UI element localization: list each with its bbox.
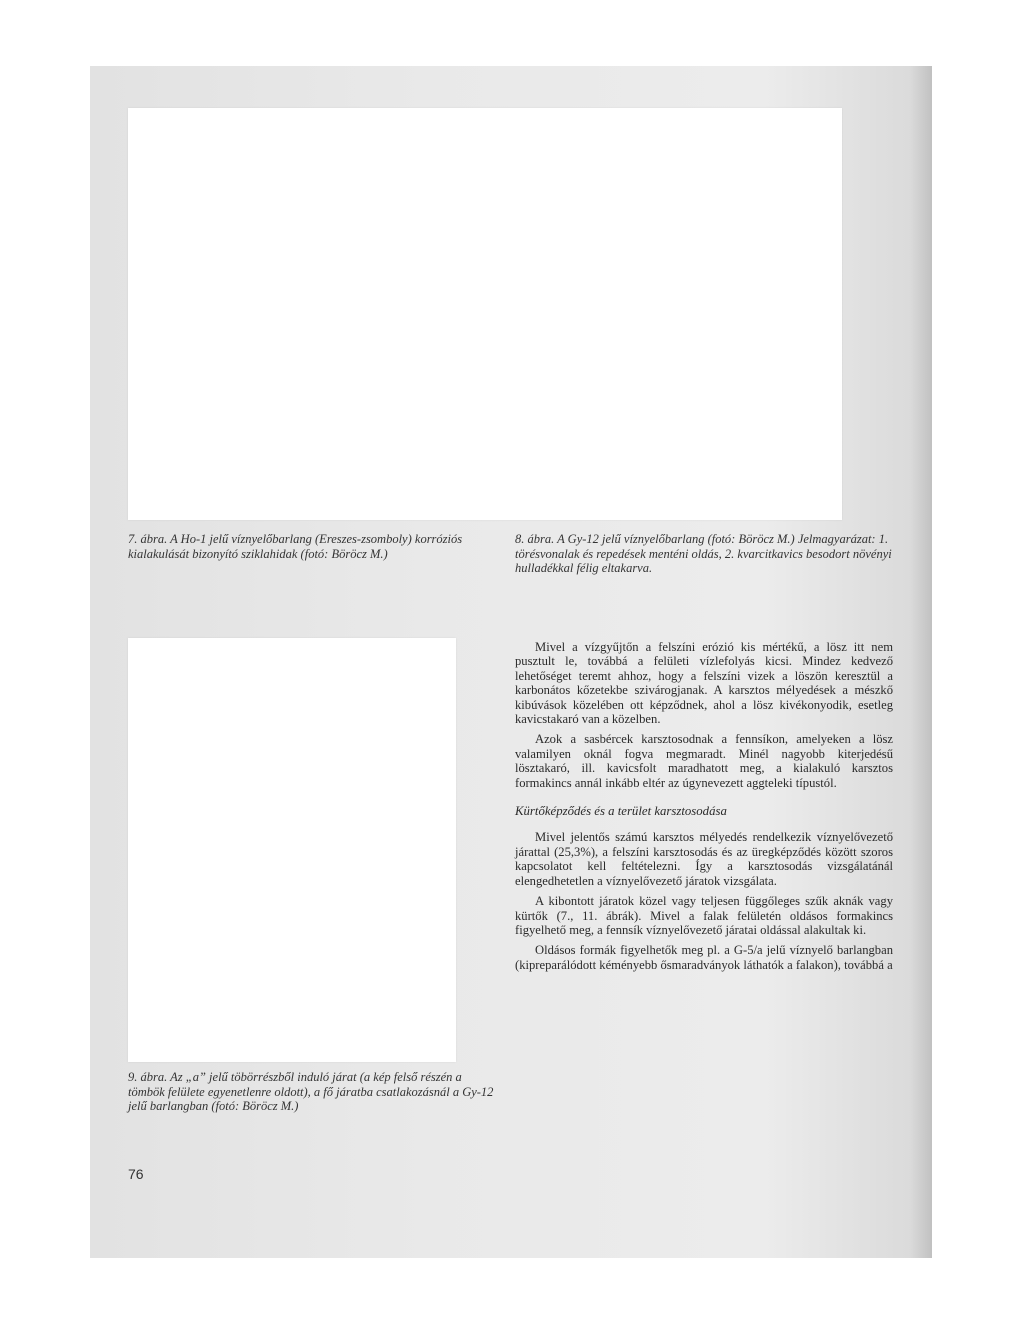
figure-9-caption: 9. ábra. Az „a” jelű töbörrészből induló járat (a kép felső részén a tömbök felülete egyenetlenre oldott), a fő járatba csatlakozásnál a Gy-12 jelű barlangban (fotó: Böröcz M.) [128, 1070, 494, 1113]
page-fold-shadow [910, 66, 932, 1258]
paragraph: Oldásos formák figyelhetők meg pl. a G-5/a jelű víznyelő barlangban (kipreparálódott kéményebb ősmaradványok láthatók a falakon), továbbá a [515, 943, 893, 972]
figure-7-caption: 7. ábra. A Ho-1 jelű víznyelőbarlang (Ereszes-zsomboly) korróziós kialakulását bizonyító sziklahidak (fotó: Böröcz M.) [128, 532, 463, 561]
figure-9-photo [128, 638, 456, 1062]
body-text-column [515, 640, 893, 978]
paragraph: Mivel jelentős számú karsztos mélyedés rendelkezik víznyelővezető járattal (25,3%), a felszíni karsztosodás és az üregképződés között szoros kapcsolatot kell feltételezni. Így a karsztosodás vizsgálatánál elengedhetetlen a víznyelővezető járatok vizsgálata. [515, 830, 893, 888]
paragraph: Mivel a vízgyűjtőn a felszíni erózió kis mértékű, a lösz itt nem pusztult le, továbbá a felületi vízlefolyás kicsi. Mindez kedvező lehetőséget teremt ahhoz, hogy a felszíni vizek a löszön keresztül a karbonátos kőzetekbe szivárogjanak. A karsztos mélyedések a mészkő kibúvások közelében ott képződnek, ahol a lösz kivékonyodik, esetleg kavicstakaró van a közelben. [515, 640, 893, 727]
paragraph: Azok a sasbércek karsztosodnak a fennsíkon, amelyeken a lösz valamilyen oknál fogva megmaradt. Minél nagyobb kiterjedésű lösztakaró, ill. kavicsfolt maradhatott meg, a kialakuló karsztos formakincs annál inkább eltér az úgynevezett aggteleki típustól. [515, 732, 893, 790]
paragraph: A kibontott járatok közel vagy teljesen függőleges szűk aknák vagy kürtők (7., 11. ábrák). Mivel a falak felületén oldásos formakincs figyelhető meg, a fennsík víznyelővezető járatai oldással alakultak ki. [515, 894, 893, 937]
section-title: Kürtőképződés és a terület karsztosodása [515, 804, 727, 819]
figure-7-8-photo [128, 108, 842, 520]
page-number: 76 [128, 1166, 144, 1182]
figure-8-caption: 8. ábra. A Gy-12 jelű víznyelőbarlang (fotó: Böröcz M.) Jelmagyarázat: 1. törésvonalak és repedések menténi oldás, 2. kvarcitkavics besodort növényi hulladékkal félig eltakarva. [515, 532, 892, 575]
